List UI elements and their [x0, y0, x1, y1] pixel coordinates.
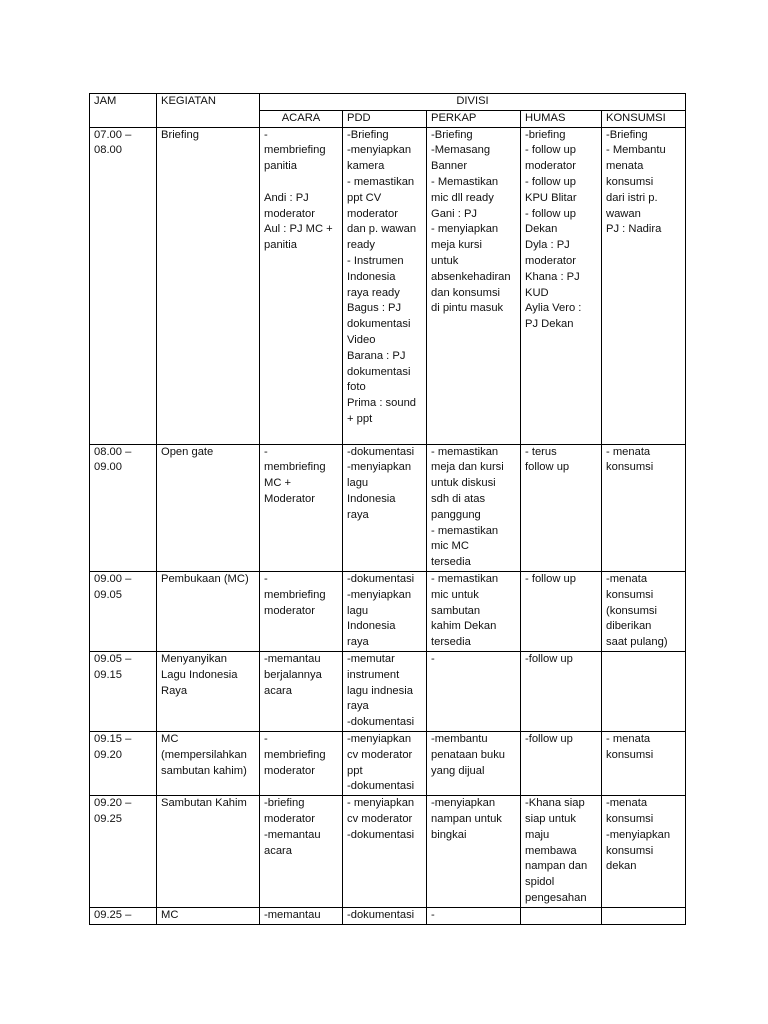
header-acara: ACARA [260, 110, 343, 127]
cell-konsumsi [602, 651, 686, 731]
cell-pdd: -menyiapkan cv moderator ppt -dokumentasi [343, 731, 427, 795]
cell-kegiatan: MC (mempersilahkan sambutan kahim) [157, 731, 260, 795]
cell-kegiatan: MC [157, 907, 260, 924]
header-row-1 [90, 94, 686, 111]
cell-perkap: - memastikan mic untuk sambutan kahim Dekan tersedia [427, 571, 521, 651]
cell-pdd: -Briefing -menyiapkan kamera - memastikan ppt CV moderator dan p. wawan ready - Instrumen Indonesia raya ready Bagus : PJ dokumentasi Video Barana : PJ dokumentasi foto Prima : sound + ppt [343, 127, 427, 444]
header-pdd: PDD [343, 110, 427, 127]
table-row [90, 444, 686, 571]
header-perkap: PERKAP [427, 110, 521, 127]
cell-humas: - follow up [521, 571, 602, 651]
cell-acara: - membriefing moderator [260, 571, 343, 651]
cell-pdd: -dokumentasi -menyiapkan lagu Indonesia raya [343, 571, 427, 651]
cell-acara: -memantau [260, 907, 343, 924]
cell-acara: - membriefing MC + Moderator [260, 444, 343, 571]
cell-jam: 09.25 – [90, 907, 157, 924]
cell-konsumsi: - menata konsumsi [602, 731, 686, 795]
cell-humas: -Khana siap siap untuk maju membawa nampan dan spidol pengesahan [521, 796, 602, 908]
cell-kegiatan: Sambutan Kahim [157, 796, 260, 908]
header-humas: HUMAS [521, 110, 602, 127]
header-divisi: DIVISI [260, 94, 686, 111]
header-konsumsi: KONSUMSI [602, 110, 686, 127]
cell-jam: 09.00 – 09.05 [90, 571, 157, 651]
table-row [90, 571, 686, 651]
cell-perkap: - [427, 907, 521, 924]
cell-humas: -follow up [521, 731, 602, 795]
table-row [90, 907, 686, 924]
cell-perkap: -Briefing -Memasang Banner - Memastikan mic dll ready Gani : PJ - menyiapkan meja kursi untuk absenkehadiran dan konsumsi di pintu masuk [427, 127, 521, 444]
cell-pdd: -dokumentasi [343, 907, 427, 924]
cell-humas: - terus follow up [521, 444, 602, 571]
cell-humas: -follow up [521, 651, 602, 731]
cell-konsumsi: - menata konsumsi [602, 444, 686, 571]
cell-jam: 07.00 – 08.00 [90, 127, 157, 444]
cell-perkap: -membantu penataan buku yang dijual [427, 731, 521, 795]
cell-konsumsi [602, 907, 686, 924]
cell-jam: 08.00 – 09.00 [90, 444, 157, 571]
cell-kegiatan: Menyanyikan Lagu Indonesia Raya [157, 651, 260, 731]
cell-acara: -briefing moderator -memantau acara [260, 796, 343, 908]
cell-acara: - membriefing moderator [260, 731, 343, 795]
cell-perkap: -menyiapkan nampan untuk bingkai [427, 796, 521, 908]
cell-kegiatan: Briefing [157, 127, 260, 444]
cell-acara: - membriefing panitia Andi : PJ moderator Aul : PJ MC + panitia [260, 127, 343, 444]
cell-perkap: - memastikan meja dan kursi untuk diskusi sdh di atas panggung - memastikan mic MC tersedia [427, 444, 521, 571]
schedule-table [89, 93, 686, 925]
header-kegiatan: KEGIATAN [157, 94, 260, 128]
cell-perkap: - [427, 651, 521, 731]
cell-pdd: - menyiapkan cv moderator -dokumentasi [343, 796, 427, 908]
cell-kegiatan: Open gate [157, 444, 260, 571]
cell-kegiatan: Pembukaan (MC) [157, 571, 260, 651]
cell-jam: 09.20 – 09.25 [90, 796, 157, 908]
cell-humas [521, 907, 602, 924]
table-row [90, 731, 686, 795]
table-row [90, 796, 686, 908]
header-jam: JAM [90, 94, 157, 128]
cell-acara: -memantau berjalannya acara [260, 651, 343, 731]
cell-jam: 09.15 – 09.20 [90, 731, 157, 795]
table-row [90, 127, 686, 444]
cell-humas: -briefing - follow up moderator - follow up KPU Blitar - follow up Dekan Dyla : PJ moderator Khana : PJ KUD Aylia Vero : PJ Dekan [521, 127, 602, 444]
cell-konsumsi: -menata konsumsi -menyiapkan konsumsi dekan [602, 796, 686, 908]
cell-pdd: -dokumentasi -menyiapkan lagu Indonesia raya [343, 444, 427, 571]
cell-konsumsi: -Briefing - Membantu menata konsumsi dari istri p. wawan PJ : Nadira [602, 127, 686, 444]
cell-jam: 09.05 – 09.15 [90, 651, 157, 731]
cell-konsumsi: -menata konsumsi (konsumsi diberikan saat pulang) [602, 571, 686, 651]
table-row [90, 651, 686, 731]
cell-pdd: -memutar instrument lagu indnesia raya -dokumentasi [343, 651, 427, 731]
